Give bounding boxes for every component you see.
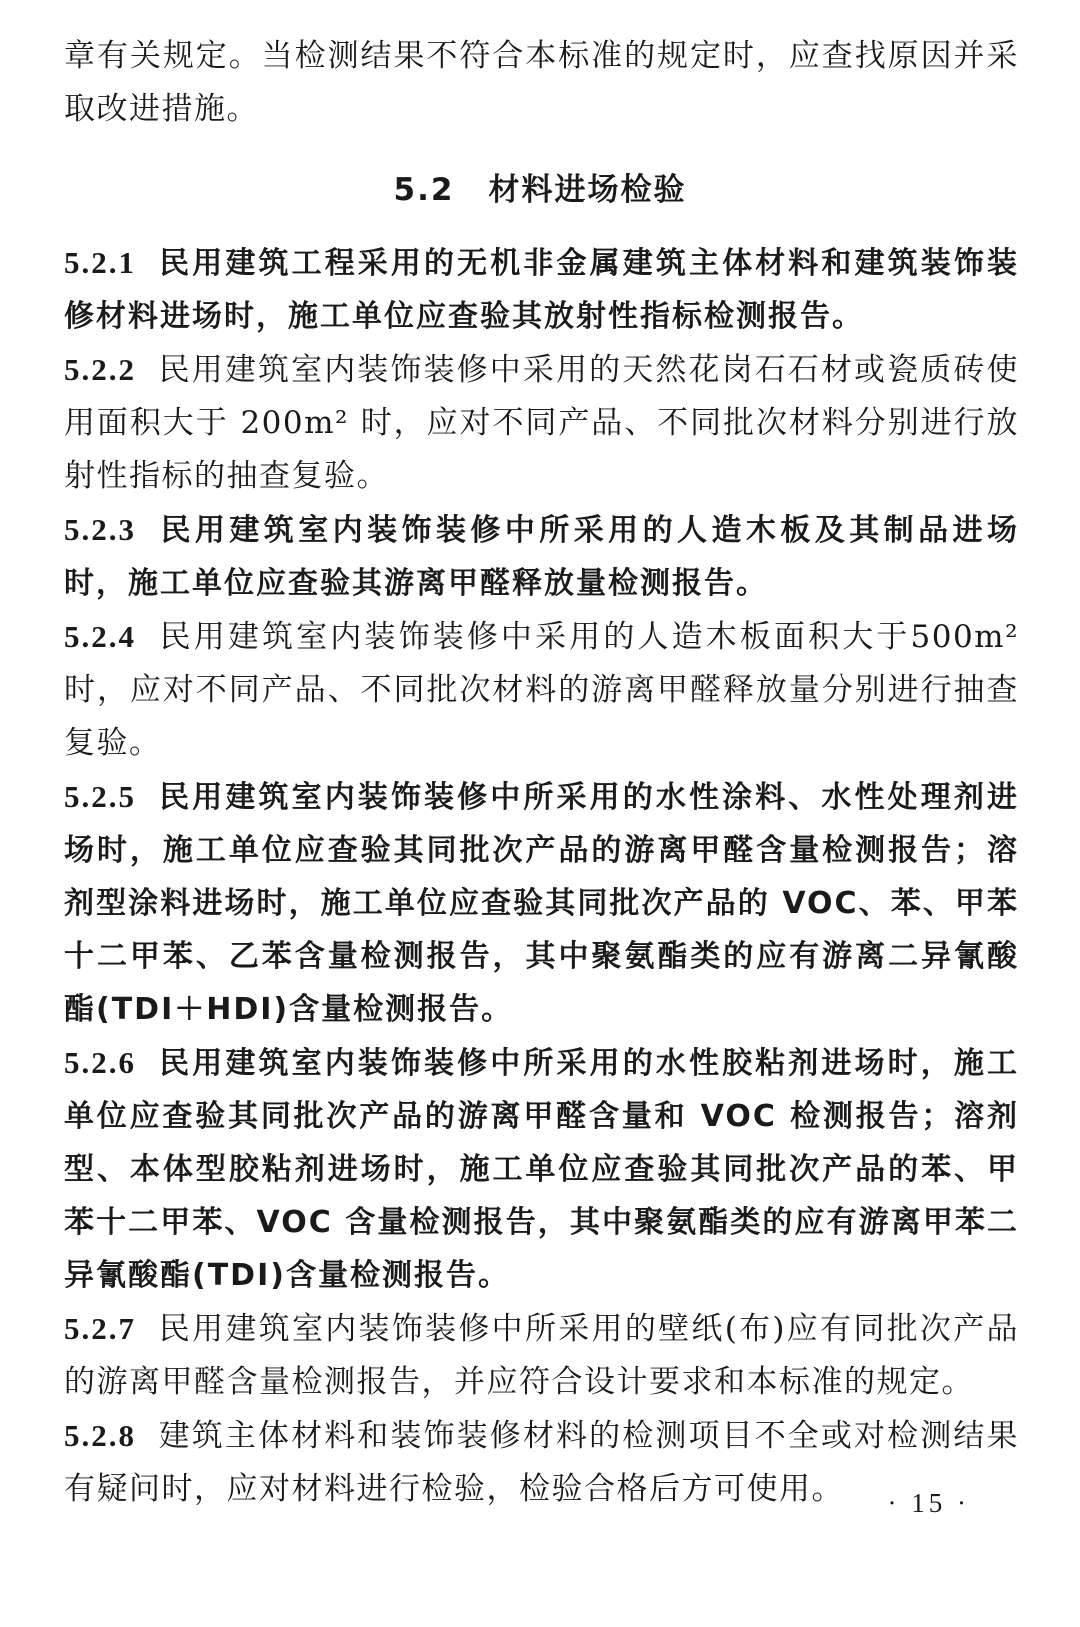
section-title: 材料进场检验 [488,172,687,208]
clause-number: 5.2.8 [64,1418,136,1453]
section-heading [0,164,1080,217]
clause-number: 5.2.6 [64,1045,136,1080]
clause-text: 民用建筑室内装饰装修中所采用的水性胶粘剂进场时，施工单位应查验其同批次产品的游离甲醛含量和 VOC 检测报告；溶剂型、本体型胶粘剂进场时，施工单位应查验其同批次产品的苯、甲苯十二甲苯、VOC 含量检测报告，其中聚氨酯类的应有游离甲苯二异氰酸酯(TDI)含量检测报告。 [64,1046,1019,1293]
clause-list [64,236,1019,1516]
clause-number: 5.2.5 [64,779,136,814]
clause-number: 5.2.1 [64,245,136,280]
clause-5-2-6 [64,1036,1019,1302]
clause-text: 民用建筑室内装饰装修中采用的人造木板面积大于500m²时，应对不同产品、不同批次材料的游离甲醛释放量分别进行抽查复验。 [64,619,1019,761]
clause-5-2-5 [64,770,1019,1036]
clause-5-2-1 [64,236,1019,343]
clause-text: 民用建筑室内装饰装修中所采用的人造木板及其制品进场时，施工单位应查验其游离甲醛释放量检测报告。 [64,513,1019,601]
clause-number: 5.2.4 [64,619,136,654]
section-number: 5.2 [393,172,455,208]
clause-text: 民用建筑室内装饰装修中采用的天然花岗石石材或瓷质砖使用面积大于 200m² 时，应对不同产品、不同批次材料分别进行放射性指标的抽查复验。 [64,352,1019,494]
clause-5-2-2 [64,343,1019,503]
clause-5-2-8 [64,1409,1019,1516]
page-number: · 15 · [887,1488,970,1518]
clause-number: 5.2.2 [64,352,136,387]
clause-text: 建筑主体材料和装饰装修材料的检测项目不全或对检测结果有疑问时，应对材料进行检验，检验合格后方可使用。 [64,1418,1019,1507]
clause-5-2-7 [64,1302,1019,1409]
clause-text: 民用建筑室内装饰装修中所采用的壁纸(布)应有同批次产品的游离甲醛含量检测报告，并应符合设计要求和本标准的规定。 [64,1311,1019,1400]
clause-5-2-3 [64,503,1019,610]
intro-paragraph: 章有关规定。当检测结果不符合本标准的规定时，应查找原因并采取改进措施。 [64,38,1019,127]
clause-number: 5.2.3 [64,512,136,547]
clause-number: 5.2.7 [64,1311,136,1346]
clause-5-2-4 [64,610,1019,770]
clause-text: 民用建筑工程采用的无机非金属建筑主体材料和建筑装饰装修材料进场时，施工单位应查验其放射性指标检测报告。 [64,246,1019,334]
clause-text: 民用建筑室内装饰装修中所采用的水性涂料、水性处理剂进场时，施工单位应查验其同批次产品的游离甲醛含量检测报告；溶剂型涂料进场时，施工单位应查验其同批次产品的 VOC、苯、甲苯十二甲苯、乙苯含量检测报告，其中聚氨酯类的应有游离二异氰酸酯(TDI＋HDI)含量检测报告。 [64,780,1019,1027]
